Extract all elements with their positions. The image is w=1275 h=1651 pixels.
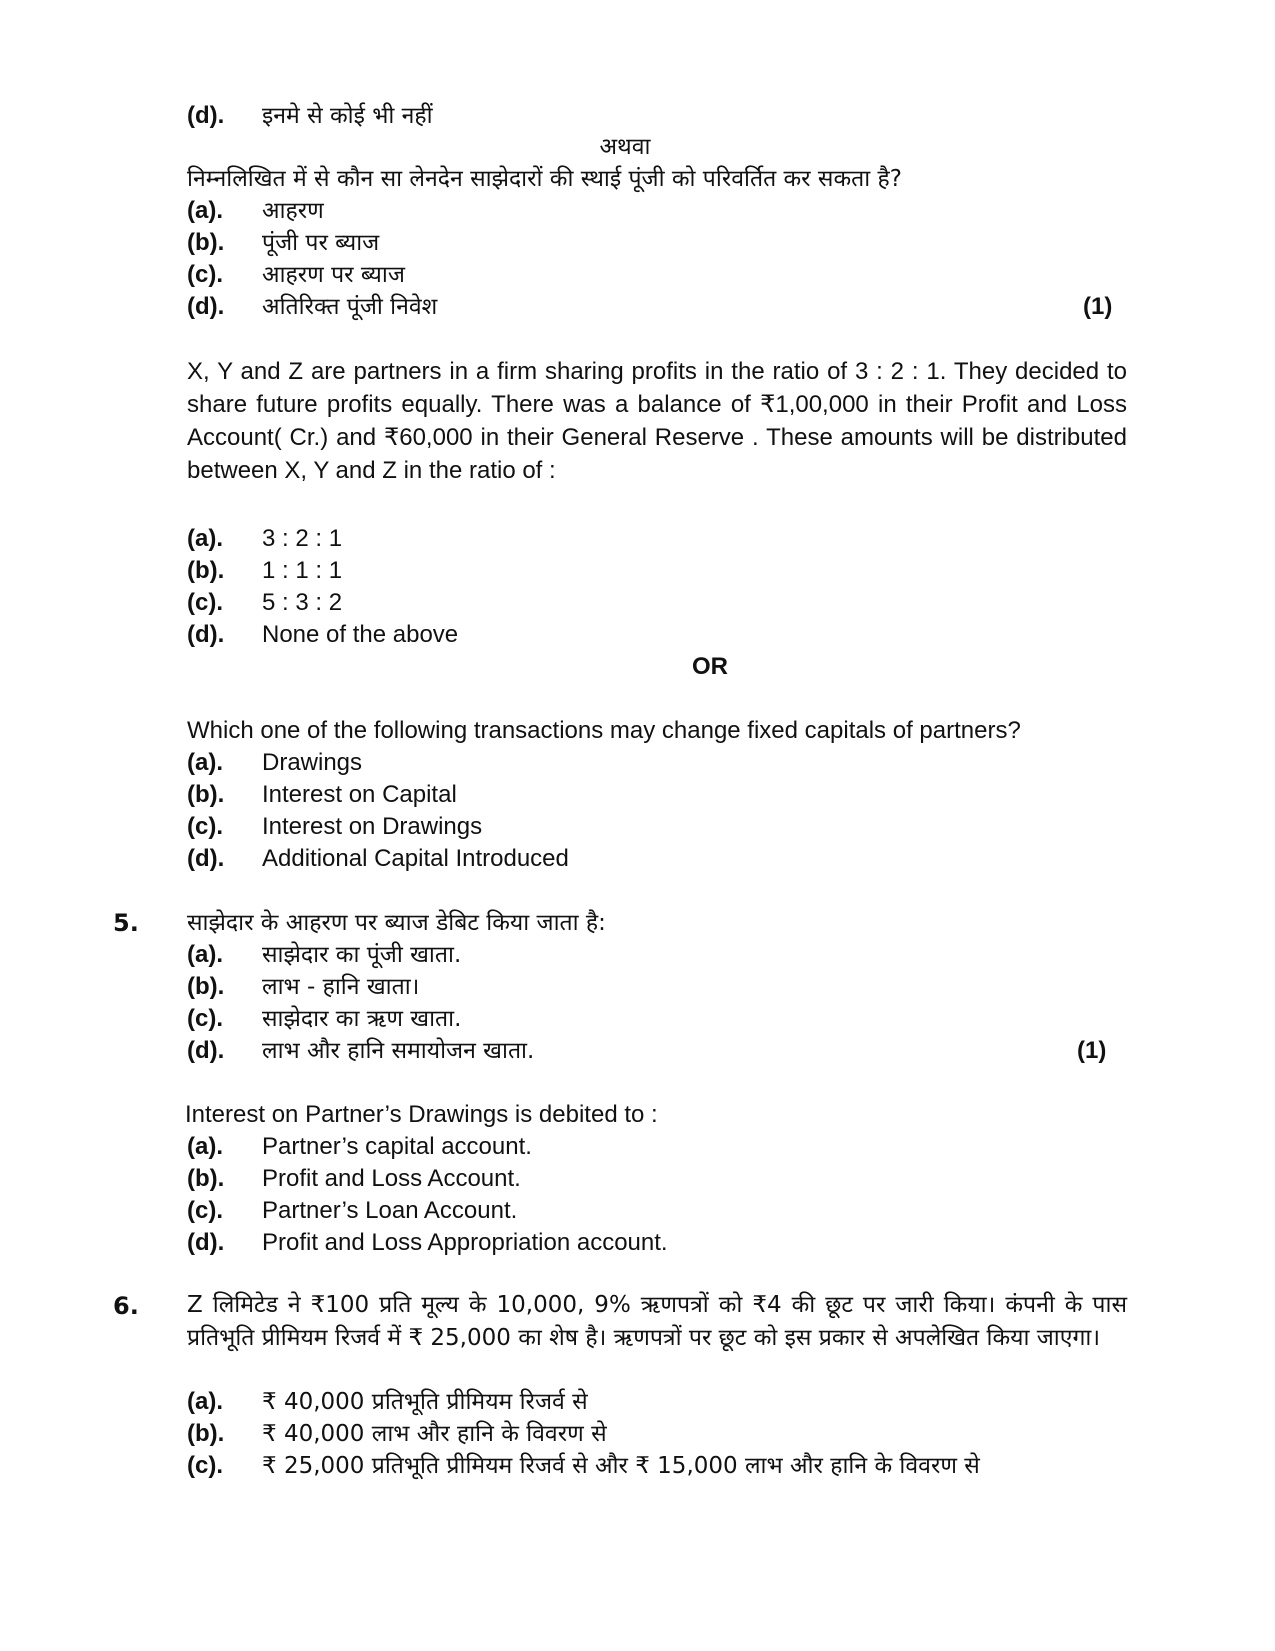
option-label: (d). [187, 621, 225, 648]
question-number: 6. [113, 1292, 139, 1320]
option-text: Partner’s capital account. [262, 1133, 532, 1160]
option-text: लाभ - हानि खाता। [262, 974, 420, 1000]
question-text-hindi: निम्नलिखित में से कौन सा लेनदेन साझेदारों की स्थाई पूंजी को परिवर्तित कर सकता है? [187, 166, 902, 192]
marks-indicator: (1) [1083, 293, 1113, 320]
or-separator-english: OR [692, 653, 728, 680]
option-text: 5 : 3 : 2 [262, 589, 343, 616]
option-text: साझेदार का पूंजी खाता. [262, 942, 462, 968]
option-text: Profit and Loss Account. [262, 1165, 521, 1192]
option-text: 3 : 2 : 1 [262, 525, 343, 552]
marks-indicator: (1) [1077, 1037, 1107, 1064]
option-text: साझेदार का ऋण खाता. [262, 1006, 462, 1032]
question-text-hindi: Z लिमिटेड ने ₹100 प्रति मूल्य के 10,000, 9% ऋणपत्रों को ₹4 की छूट पर जारी किया। कंपनी के पास प्रतिभूति प्रीमियम रिजर्व में ₹ 25,000 का शेष है। ऋणपत्रों पर छूट को इस प्रकार से अपलेखित किया जाएगा। [187, 1292, 1127, 1351]
option-label: (d). [187, 845, 225, 872]
option-label: (c). [187, 813, 223, 840]
option-text: Partner’s Loan Account. [262, 1197, 518, 1224]
option-text: इनमे से कोई भी नहीं [262, 103, 433, 129]
option-text: पूंजी पर ब्याज [262, 230, 380, 256]
option-text: 1 : 1 : 1 [262, 557, 343, 584]
question-text-english: X, Y and Z are partners in a firm sharing profits in the ratio of 3 : 2 : 1. They decided to share future profits equally. There was a balance of ₹1,00,000 in their Profit and Loss Account( Cr.) and ₹60,000 in their General Reserve . These amounts will be distributed between X, Y and Z in the ratio of : [187, 358, 1127, 484]
option-text: Profit and Loss Appropriation account. [262, 1229, 668, 1256]
option-text: Additional Capital Introduced [262, 845, 569, 872]
option-label: (d). [187, 102, 225, 129]
option-label: (b). [187, 781, 225, 808]
option-label: (a). [187, 197, 223, 224]
option-label: (b). [187, 1165, 225, 1192]
option-text: ₹ 40,000 प्रतिभूति प्रीमियम रिजर्व से [262, 1389, 588, 1415]
or-separator-hindi: अथवा [599, 134, 651, 160]
option-text: आहरण पर ब्याज [262, 262, 405, 288]
option-text: ₹ 40,000 लाभ और हानि के विवरण से [262, 1421, 607, 1447]
option-label: (a). [187, 525, 223, 552]
option-label: (a). [187, 1388, 223, 1415]
option-text: अतिरिक्त पूंजी निवेश [262, 294, 438, 320]
option-text: ₹ 25,000 प्रतिभूति प्रीमियम रिजर्व से और ₹ 15,000 लाभ और हानि के विवरण से [262, 1453, 980, 1479]
option-label: (d). [187, 293, 225, 320]
option-label: (a). [187, 941, 223, 968]
option-text: आहरण [262, 198, 324, 224]
option-label: (a). [187, 1133, 223, 1160]
option-label: (c). [187, 1197, 223, 1224]
option-text: None of the above [262, 621, 459, 648]
option-text: Interest on Drawings [262, 813, 483, 840]
option-label: (b). [187, 1420, 225, 1447]
option-label: (b). [187, 557, 225, 584]
option-text: Drawings [262, 749, 363, 776]
option-label: (a). [187, 749, 223, 776]
option-label: (c). [187, 261, 223, 288]
option-label: (c). [187, 1005, 223, 1032]
option-label: (d). [187, 1229, 225, 1256]
option-label: (b). [187, 973, 225, 1000]
option-text: Interest on Capital [262, 781, 457, 808]
option-label: (d). [187, 1037, 225, 1064]
question-text-hindi: साझेदार के आहरण पर ब्याज डेबिट किया जाता है: [187, 910, 606, 936]
option-text: लाभ और हानि समायोजन खाता. [262, 1038, 535, 1064]
question-text-english: Which one of the following transactions may change fixed capitals of partners? [187, 717, 1021, 744]
question-number: 5. [113, 909, 139, 937]
option-label: (b). [187, 229, 225, 256]
option-label: (c). [187, 589, 223, 616]
question-text-english: Interest on Partner’s Drawings is debited to : [185, 1101, 658, 1128]
option-label: (c). [187, 1452, 223, 1479]
